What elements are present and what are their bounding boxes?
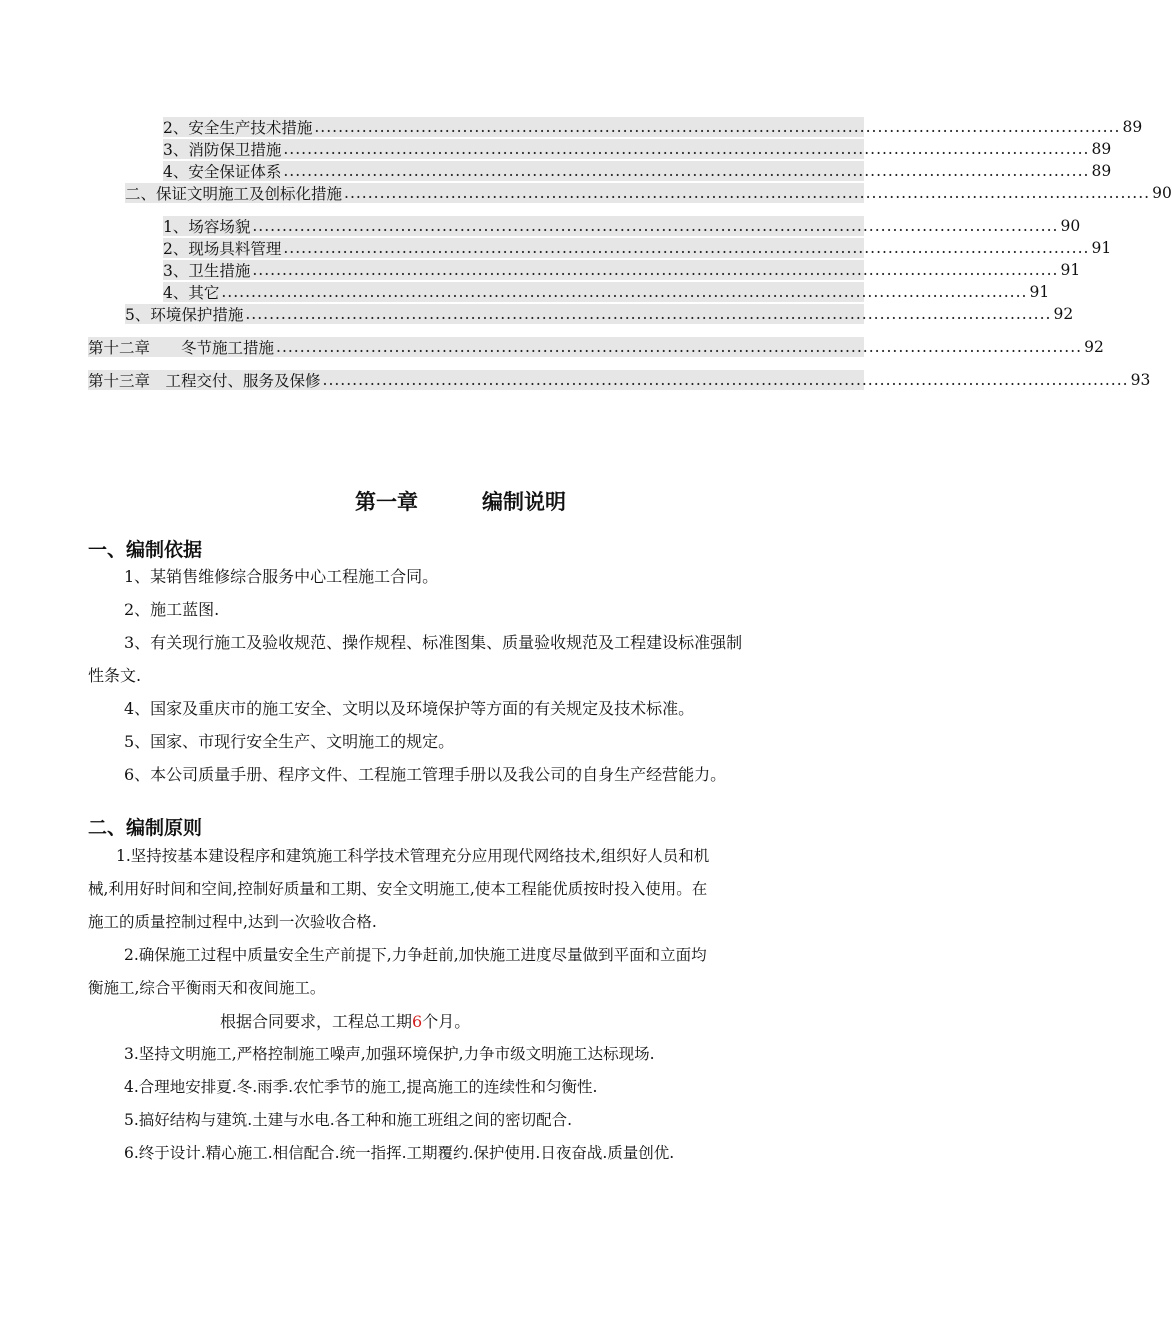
toc-label: 4、安全保证体系 [163,163,282,181]
toc-leader: ........................................................................................................................................ [221,283,1028,301]
toc-leader: ........................................................................................................................................ [245,305,1052,323]
toc-entry[interactable] [163,260,1081,280]
toc-label: 5、环境保护措施 [125,306,244,324]
chapter-number: 第一章 [355,490,418,514]
basis-item: 5、国家、市现行安全生产、文明施工的规定。 [124,732,455,751]
principle-paragraph: 施工的质量控制过程中,达到一次验收合格. [88,913,377,931]
principle-paragraph: 1.坚持按基本建设程序和建筑施工科学技术管理充分应用现代网络技术,组织好人员和机 [116,847,710,865]
toc-entry[interactable] [163,161,1112,181]
toc-page: 89 [1091,140,1112,158]
toc-entry[interactable] [125,183,1172,203]
basis-item: 4、国家及重庆市的施工安全、文明以及环境保护等方面的有关规定及技术标准。 [124,699,695,718]
toc-label: 3、卫生措施 [163,262,251,280]
chapter-name: 编制说明 [482,490,566,514]
toc-label: 3、消防保卫措施 [163,141,282,159]
basis-item: 3、有关现行施工及验收规范、操作规程、标准图集、质量验收规范及工程建设标准强制 [124,633,743,652]
toc-entry[interactable] [163,139,1112,159]
toc-leader: ........................................................................................................................................ [283,162,1090,180]
chapter-title [355,486,566,516]
basis-item: 1、某销售维修综合服务中心工程施工合同。 [124,567,439,586]
toc-leader: ........................................................................................................................................ [283,239,1090,257]
toc-page: 91 [1091,239,1112,257]
principle-paragraph: 械,利用好时间和空间,控制好质量和工期、安全文明施工,使本工程能优质按时投入使用。在 [88,880,708,898]
duration-line [88,1005,1000,1038]
toc-leader: ........................................................................................................................................ [252,261,1059,279]
toc-page: 92 [1053,305,1074,323]
principle-paragraph: 3.坚持文明施工,严格控制施工噪声,加强环境保护,力争市级文明施工达标现场. [124,1045,655,1063]
toc-entry[interactable] [163,238,1112,258]
toc-entry[interactable] [125,304,1074,324]
toc-entry[interactable] [163,117,1143,137]
toc-page: 91 [1060,261,1081,279]
toc-label: 2、安全生产技术措施 [163,119,313,137]
section-title-principles: 二、编制原则 [88,817,203,839]
toc-entry[interactable] [163,216,1081,236]
toc-page: 93 [1130,371,1151,389]
principle-paragraph: 2.确保施工过程中质量安全生产前提下,力争赶前,加快施工进度尽量做到平面和立面均 [124,946,707,964]
toc-label: 4、其它 [163,284,220,302]
principle-paragraph: 5.搞好结构与建筑.土建与水电.各工种和施工班组之间的密切配合. [124,1111,573,1129]
basis-item: 6、本公司质量手册、程序文件、工程施工管理手册以及我公司的自身生产经营能力。 [124,765,727,784]
toc-label: 二、保证文明施工及创标化措施 [125,185,343,203]
toc-label: 1、场容场貌 [163,218,251,236]
toc-page: 89 [1122,118,1143,136]
basis-item: 2、施工蓝图. [124,600,220,619]
toc-label: 第十二章 冬节施工措施 [88,339,275,357]
toc-page: 92 [1084,338,1104,356]
basis-item-continued: 性条文. [88,666,142,685]
toc-label: 2、现场具料管理 [163,240,282,258]
toc-entry[interactable] [88,337,1104,357]
toc-leader: ........................................................................................................................................ [322,371,1129,389]
duration-suffix: 个月。 [422,1012,471,1031]
toc-leader: ........................................................................................................................................ [314,118,1121,136]
toc-leader: ........................................................................................................................................ [252,217,1059,235]
toc-page: 89 [1091,162,1112,180]
toc-entry[interactable] [88,370,1151,390]
toc-page: 90 [1060,217,1081,235]
toc-leader: ........................................................................................................................................ [276,338,1083,356]
section-title-basis: 一、编制依据 [88,539,203,561]
toc-page: 91 [1029,283,1050,301]
principle-paragraph: 4.合理地安排夏.冬.雨季.农忙季节的施工,提高施工的连续性和匀衡性. [124,1078,598,1096]
principle-paragraph: 衡施工,综合平衡雨天和夜间施工。 [88,979,326,997]
toc-leader: ........................................................................................................................................ [283,140,1090,158]
duration-prefix: 根据合同要求，工程总工期 [220,1012,413,1031]
toc-entry[interactable] [163,282,1050,302]
toc-page: 90 [1152,184,1172,202]
toc-leader: ........................................................................................................................................ [344,184,1151,202]
principle-paragraph: 6.终于设计.精心施工.相信配合.统一指挥.工期覆约.保护使用.日夜奋战.质量创优. [124,1144,675,1162]
toc-label: 第十三章 工程交付、服务及保修 [88,372,321,390]
duration-months: 6 [412,1012,423,1031]
